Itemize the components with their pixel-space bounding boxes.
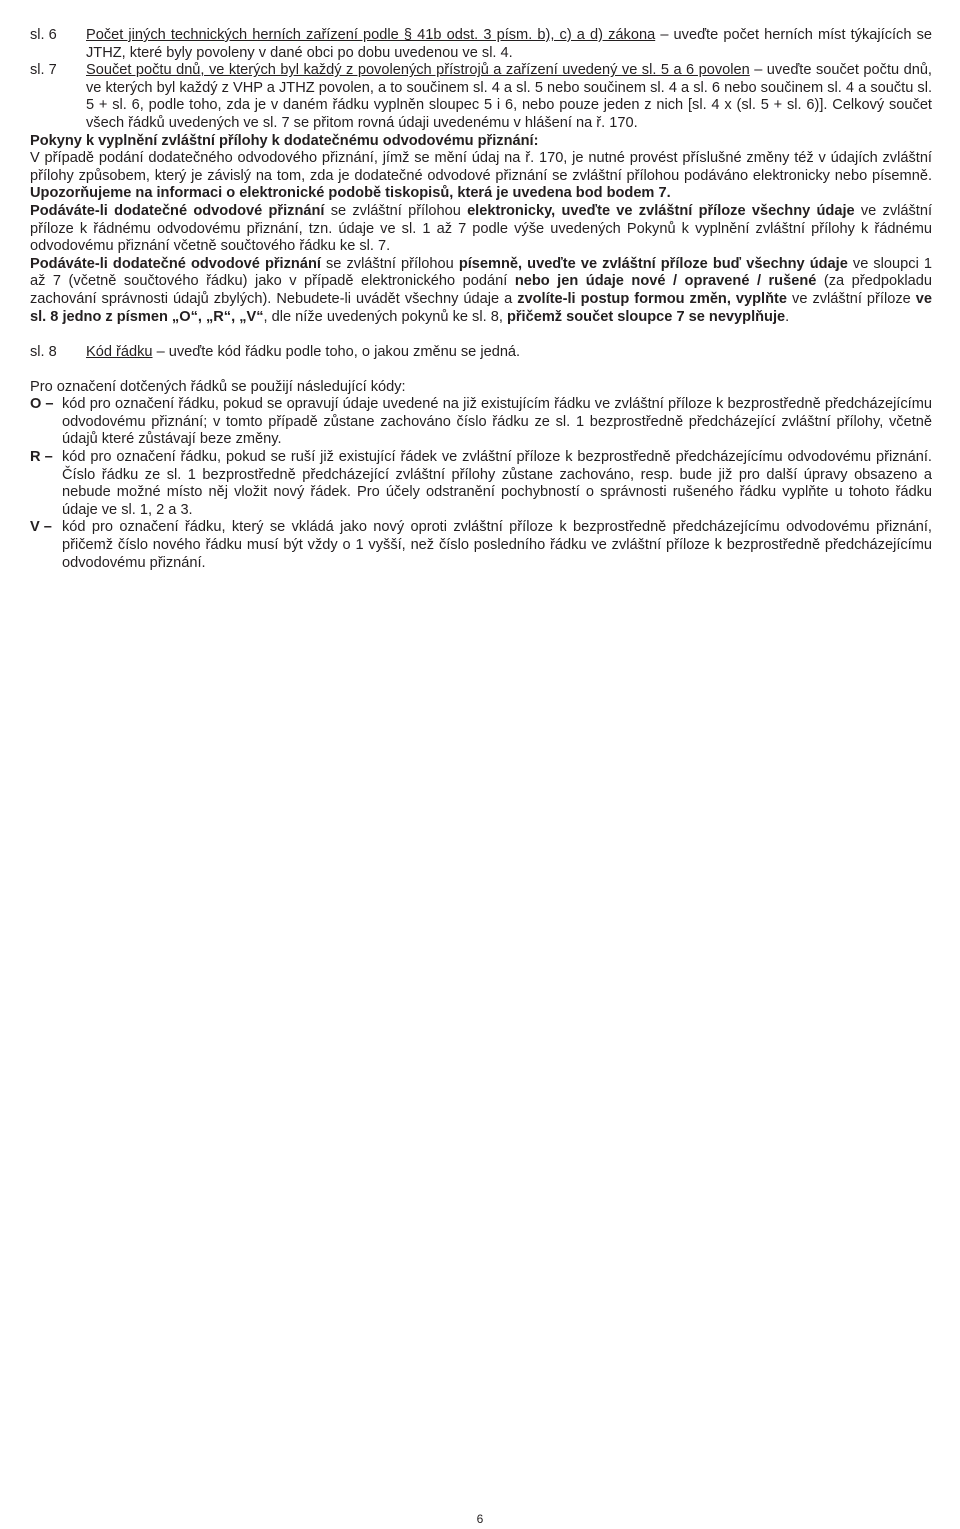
pokyny-note: Upozorňujeme na informaci o elektronické podobě tiskopisů, která je uvedena bod bodem 7. xyxy=(30,185,671,202)
code-label: O – xyxy=(30,396,54,413)
sl7-title: Součet počtu dnů, ve kterých byl každý z povolených přístrojů a zařízení uvedený ve sl. 5 a 6 povolen xyxy=(86,62,750,79)
sl7-text: – uveďte součet počtu dnů, ve kterých byl každý z VHP a JTHZ povolen, a to součinem sl. 4 a sl. 5 nebo součinem sl. 4 a sl. 6 nebo součinem sl. 4 a součtu sl. 5 + sl. 6, podle toho, zda je v daném řádku vyplněn sloupec 5 i 6, nebo pouze jeden z nich [sl. 4 x (sl. 5 + sl. 6)]. Celkový součet všech řádků uvedených ve sl. 7 se přitom rovná údaji uvedenému v hlášení na ř. 170. xyxy=(86,62,932,131)
pisemne-paragraph: Podáváte-li dodatečné odvodové přiznání se zvláštní přílohou písemně, uveďte ve zvláštní příloze buď všechny údaje ve sloupci 1 až 7 (včetně součtového řádku) jako v případě elektronického podání nebo jen údaje nové / opravené / rušené (za předpokladu zachování správnosti údajů zbylých). Nebudete-li uvádět všechny údaje a zvolíte-li postup formou změn, vyplňte ve zvláštní příloze ve sl. 8 jedno z písmen „O“, „R“, „V“, dle níže uvedených pokynů ke sl. 8, přičemž součet sloupce 7 se nevyplňuje. xyxy=(30,255,932,325)
sl7-description xyxy=(86,62,932,132)
code-item-r xyxy=(30,449,932,519)
codes-intro: Pro označení dotčených řádků se použijí následující kódy: xyxy=(30,378,406,395)
sl8-item xyxy=(30,344,932,362)
sl6-description xyxy=(86,27,932,62)
code-label: R – xyxy=(30,449,53,466)
page-number: 6 xyxy=(476,1512,484,1526)
code-text: kód pro označení řádku, pokud se opravují údaje uvedené na již existujícím řádku ve zvláštní příloze k bezprostředně předcházejícímu odvodovému přiznání; v tomto případě zůstane zachováno číslo řádku ze sl. 1 bezprostředně předcházející zvláštní přílohy, včetně údajů které zůstávají beze změny. xyxy=(62,396,932,448)
elektronicky-paragraph: Podáváte-li dodatečné odvodové přiznání se zvláštní přílohou elektronicky, uveďte ve zvláštní příloze všechny údaje ve zvláštní příloze k řádnému odvodovému přiznání, tzn. údaje ve sl. 1 až 7 podle výše uvedených Pokynů k vyplnění zvláštní přílohy k řádnému odvodovému přiznání včetně součtového řádku ke sl. 7. xyxy=(30,202,933,255)
code-label: V – xyxy=(30,519,52,536)
sl8-title: Kód řádku xyxy=(86,344,153,361)
document-page xyxy=(30,27,932,572)
pokyny-paragraph xyxy=(30,150,932,203)
sl8-description xyxy=(86,344,932,362)
sl8-label: sl. 8 xyxy=(30,344,57,361)
sl6-title: Počet jiných technických herních zařízení podle § 41b odst. 3 písm. b), c) a d) zákona xyxy=(86,27,656,43)
code-text: kód pro označení řádku, který se vkládá jako nový oproti zvláštní příloze k bezprostředně předcházejícímu odvodovému přiznání, přičemž číslo nového řádku musí být vždy o 1 vyšší, než číslo posledního řádku ve zvláštní příloze k bezprostředně předcházejícímu odvodovému přiznání. xyxy=(62,519,932,571)
sl7-item xyxy=(30,62,932,132)
sl7-label: sl. 7 xyxy=(30,62,57,79)
pokyny-text: V případě podání dodatečného odvodového přiznání, jímž se mění údaj na ř. 170, je nutné provést příslušné změny též v údajích zvláštní přílohy způsobem, který je závislý na tom, zda je dodatečné odvodové přiznání se zvláštní přílohou podáváno elektronicky nebo písemně. xyxy=(30,150,932,184)
code-item-v xyxy=(30,519,932,572)
pokyny-heading: Pokyny k vyplnění zvláštní přílohy k dodatečnému odvodovému přiznání: xyxy=(30,132,539,149)
code-item-o xyxy=(30,396,932,449)
sl8-text: – uveďte kód řádku podle toho, o jakou změnu se jedná. xyxy=(152,344,521,361)
sl6-item xyxy=(30,27,932,62)
sl6-label: sl. 6 xyxy=(30,27,57,43)
code-text: kód pro označení řádku, pokud se ruší již existující řádek ve zvláštní příloze k bezprostředně předcházejícímu odvodovému přiznání. Číslo řádku ze sl. 1 bezprostředně předcházející zvláštní přílohy zůstane zachováno, resp. bude již pro další úpravy obsazeno a nebude možné místo něj vložit nový řádek. Pro účely odstranění pochybností o správnosti rušeného řádku vyplňte u tohoto řádku údaje ve sl. 1, 2 a 3. xyxy=(62,449,932,518)
sl6-text: – uveďte počet herních míst týkajících se JTHZ, které byly povoleny v dané obci po dobu uvedenou ve sl. 4. xyxy=(86,27,933,61)
